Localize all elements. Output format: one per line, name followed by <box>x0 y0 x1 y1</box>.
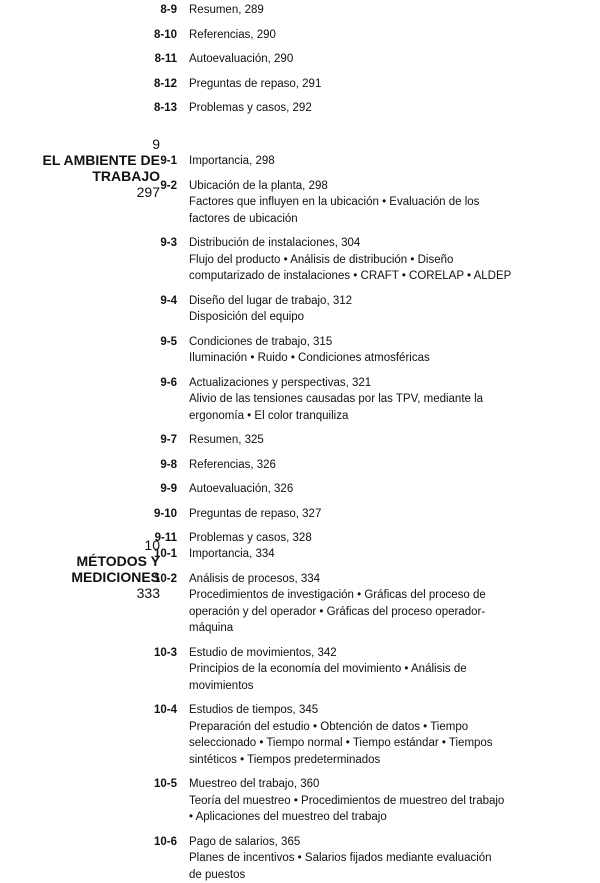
entry-subtopics: Planes de incentivos • Salarios fijados mediante evaluación <box>189 850 492 867</box>
chapter-title-line-1: EL AMBIENTE DE <box>0 152 160 168</box>
entry-number: 10-3 <box>117 645 177 662</box>
chapter-title-line-2: MEDICIONES <box>0 569 160 585</box>
entry-number: 9-8 <box>117 457 177 474</box>
chapter-title-line-1: MÉTODOS Y <box>0 553 160 569</box>
entry-title: Distribución de instalaciones, 304 <box>189 235 360 252</box>
entry-subtopics: de puestos <box>189 867 245 883</box>
entry-subtopics: Flujo del producto • Análisis de distribución • Diseño <box>189 252 453 269</box>
entry-title: Muestreo del trabajo, 360 <box>189 776 319 793</box>
entry-number: 8-12 <box>117 76 177 93</box>
entry-title: Actualizaciones y perspectivas, 321 <box>189 375 371 392</box>
entry-title: Importancia, 298 <box>189 153 275 170</box>
entry-title: Pago de salarios, 365 <box>189 834 300 851</box>
entry-title: Diseño del lugar de trabajo, 312 <box>189 293 352 310</box>
chapter-page: 297 <box>0 184 160 200</box>
entry-number: 9-6 <box>117 375 177 392</box>
entry-title: Referencias, 326 <box>189 457 276 474</box>
entry-title: Autoevaluación, 326 <box>189 481 293 498</box>
entry-subtopics: • Aplicaciones del muestreo del trabajo <box>189 809 387 826</box>
entry-subtopics: sintéticos • Tiempos predeterminados <box>189 752 380 769</box>
entry-subtopics: ergonomía • El color tranquiliza <box>189 408 348 425</box>
entry-title: Estudio de movimientos, 342 <box>189 645 337 662</box>
entry-title: Problemas y casos, 292 <box>189 100 312 117</box>
entry-number: 9-3 <box>117 235 177 252</box>
entry-number: 9-10 <box>117 506 177 523</box>
entry-title: Condiciones de trabajo, 315 <box>189 334 332 351</box>
entry-title: Preguntas de repaso, 291 <box>189 76 321 93</box>
entry-subtopics: Alivio de las tensiones causadas por las TPV, mediante la <box>189 391 483 408</box>
entry-subtopics: Preparación del estudio • Obtención de datos • Tiempo <box>189 719 468 736</box>
entry-subtopics: Factores que influyen en la ubicación • Evaluación de los <box>189 194 479 211</box>
chapter-title-line-2: TRABAJO <box>0 168 160 184</box>
entry-number: 8-11 <box>117 51 177 68</box>
entry-title: Análisis de procesos, 334 <box>189 571 320 588</box>
entry-title: Estudios de tiempos, 345 <box>189 702 318 719</box>
entry-title: Referencias, 290 <box>189 27 276 44</box>
entry-number: 9-1 <box>117 153 177 170</box>
entry-number: 8-13 <box>117 100 177 117</box>
entry-number: 9-7 <box>117 432 177 449</box>
entry-number: 10-2 <box>117 571 177 588</box>
entry-number: 9-4 <box>117 293 177 310</box>
chapter-page: 333 <box>0 585 160 601</box>
entry-title: Resumen, 325 <box>189 432 264 449</box>
entry-number: 9-9 <box>117 481 177 498</box>
entry-number: 9-5 <box>117 334 177 351</box>
entry-number: 10-5 <box>117 776 177 793</box>
entry-title: Preguntas de repaso, 327 <box>189 506 321 523</box>
entry-subtopics: Teoría del muestreo • Procedimientos de muestreo del trabajo <box>189 793 504 810</box>
entry-subtopics: máquina <box>189 620 233 637</box>
entry-title: Autoevaluación, 290 <box>189 51 293 68</box>
entry-number: 10-4 <box>117 702 177 719</box>
entry-subtopics: computarizado de instalaciones • CRAFT • CORELAP • ALDEP <box>189 268 511 285</box>
entry-title: Resumen, 289 <box>189 2 264 19</box>
entry-subtopics: Disposición del equipo <box>189 309 304 326</box>
entry-number: 9-2 <box>117 178 177 195</box>
entry-number: 10-6 <box>117 834 177 851</box>
entry-number: 8-9 <box>117 2 177 19</box>
entry-subtopics: factores de ubicación <box>189 211 298 228</box>
entry-title: Ubicación de la planta, 298 <box>189 178 328 195</box>
entry-title: Importancia, 334 <box>189 546 275 563</box>
entry-number: 8-10 <box>117 27 177 44</box>
entry-subtopics: Procedimientos de investigación • Gráficas del proceso de <box>189 587 486 604</box>
entry-title: Problemas y casos, 328 <box>189 530 312 547</box>
chapter-number: 9 <box>0 136 160 152</box>
entry-subtopics: movimientos <box>189 678 254 695</box>
entry-subtopics: seleccionado • Tiempo normal • Tiempo estándar • Tiempos <box>189 735 493 752</box>
entry-number: 10-1 <box>117 546 177 563</box>
entry-number: 9-11 <box>117 530 177 547</box>
entry-subtopics: operación y del operador • Gráficas del proceso operador- <box>189 604 485 621</box>
entry-subtopics: Principios de la economía del movimiento • Análisis de <box>189 661 467 678</box>
entry-subtopics: Iluminación • Ruido • Condiciones atmosféricas <box>189 350 430 367</box>
chapter-number: 10 <box>0 537 160 553</box>
